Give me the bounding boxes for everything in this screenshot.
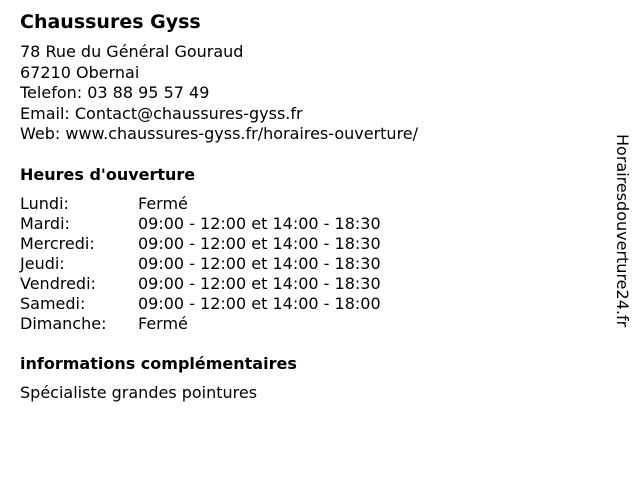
hours-row-sunday: [20, 314, 580, 334]
day-hours: 09:00 - 12:00 et 14:00 - 18:30: [138, 253, 381, 273]
business-name: Chaussures Gyss: [20, 11, 201, 33]
email-line: Email: Contact@chaussures-gyss.fr: [20, 103, 303, 123]
day-label: Mardi:: [20, 213, 70, 233]
day-hours: 09:00 - 12:00 et 14:00 - 18:30: [138, 213, 381, 233]
day-label: Dimanche:: [20, 313, 107, 333]
hours-row-monday: [20, 194, 580, 214]
address-line-street: 78 Rue du Général Gouraud: [20, 42, 244, 61]
day-hours: 09:00 - 12:00 et 14:00 - 18:30: [138, 273, 381, 293]
day-label: Samedi:: [20, 293, 86, 313]
day-hours: Fermé: [138, 313, 188, 333]
business-card: [20, 10, 580, 403]
day-label: Vendredi:: [20, 273, 96, 293]
web-line: Web: www.chaussures-gyss.fr/horaires-ouverture/: [20, 124, 419, 143]
hours-row-wednesday: [20, 234, 580, 254]
additional-info-heading: informations complémentaires: [20, 353, 297, 373]
day-hours: Fermé: [138, 193, 188, 213]
address-line-city: 67210 Obernai: [20, 62, 140, 82]
hours-row-thursday: [20, 254, 580, 274]
opening-hours-table: [20, 194, 580, 334]
day-label: Mercredi:: [20, 233, 95, 253]
day-label: Lundi:: [20, 193, 69, 213]
hours-row-saturday: [20, 294, 580, 314]
day-label: Jeudi:: [20, 253, 65, 273]
additional-info-text: Spécialiste grandes pointures: [20, 382, 258, 402]
opening-hours-heading: Heures d'ouverture: [20, 164, 196, 184]
day-hours: 09:00 - 12:00 et 14:00 - 18:00: [138, 293, 381, 313]
hours-row-tuesday: [20, 214, 580, 234]
phone-line: Telefon: 03 88 95 57 49: [20, 83, 210, 102]
hours-row-friday: [20, 274, 580, 294]
day-hours: 09:00 - 12:00 et 14:00 - 18:30: [138, 233, 381, 253]
site-watermark: Horairesdouverture24.fr: [613, 134, 632, 328]
